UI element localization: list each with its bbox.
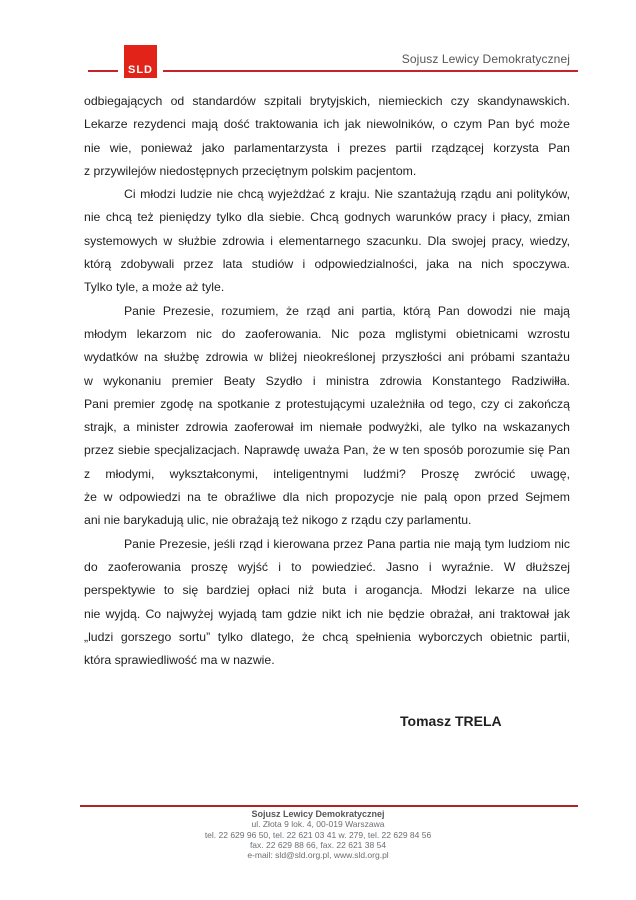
footer-org-name: Sojusz Lewicy Demokratycznej [251, 809, 385, 819]
letter-body [84, 90, 570, 672]
body-line: z młodymi, wykształconymi, inteligentnymi ludźmi? Proszę zwrócić uwagę, [84, 466, 570, 481]
footer [0, 809, 636, 860]
footer-phones: tel. 22 629 96 50, tel. 22 621 03 41 w. 279, tel. 22 629 84 56 [204, 829, 432, 840]
body-line: młodym lekarzom nic do zaoferowania. Nic poza mglistymi obietnicami wzrostu [84, 326, 570, 341]
body-line: w wykonaniu premier Beaty Szydło i ministra zdrowia Konstantego Radziwiłła. [84, 373, 570, 388]
header-divider-left [88, 70, 118, 72]
body-line: Panie Prezesie, jeśli rząd i kierowana przez Pana partia nie mają tym ludziom nic [124, 536, 570, 551]
header-org-name: Sojusz Lewicy Demokratycznej [401, 52, 570, 66]
body-line: „ludzi gorszego sortu” tylko dlatego, że chcą spełnienia wyborczych obietnic partii, [84, 629, 570, 644]
body-line: przez siebie specjalizacjach. Naprawdę uważa Pan, że w ten sposób porozumie się Pan [84, 443, 570, 458]
footer-faxes: fax. 22 629 88 66, fax. 22 621 38 54 [249, 839, 387, 850]
body-line: odbiegających od standardów szpitali brytyjskich, niemieckich czy skandynawskich. [84, 94, 570, 108]
body-line: strajk, a minister zdrowia zaoferował im niemałe podwyżki, ale tylko na wskazanych [84, 420, 570, 435]
sld-logo-text: SLD [128, 64, 153, 76]
body-line: Lekarze rezydenci mają dość traktowania ich jak niewolników, o czym Pan być może [84, 117, 570, 132]
body-line: Ci młodzi ludzie nie chcą wyjeżdżać z kraju. Nie szantażują rządu ani polityków, [124, 187, 570, 202]
header-divider-right [163, 70, 578, 72]
footer-email-web: e-mail: sld@sld.org.pl, www.sld.org.pl [247, 850, 389, 861]
signature-name: Tomasz TRELA [400, 713, 502, 729]
body-line: perspektywie to się bardziej opłaci niż buta i arogancja. Młodzi lekarze na ulice [84, 583, 570, 598]
body-line: Pani premier zgodę na spotkanie z protestującymi uzależniła od tego, czy ci zakończą [84, 396, 570, 411]
body-line: z przywilejów niedostępnych przeciętnym polskim pacjentom. [84, 163, 417, 178]
body-line: do zaoferowania proszę wyjść i to powiedzieć. Jasno i wyraźnie. W dłuższej [84, 559, 570, 574]
sld-logo [124, 45, 157, 78]
body-line: nie wyjdą. Co najwyżej wyjadą tam gdzie nikt ich nie będzie obrażał, ani traktował jak [84, 606, 570, 621]
footer-divider [80, 805, 578, 807]
body-line: Tylko tyle, a może aż tyle. [84, 280, 225, 295]
body-line: która sprawiedliwość ma w nazwie. [84, 653, 275, 668]
body-line: wydatków na służbę zdrowia w bliżej nieokreślonej przyszłości ani próbami szantażu [84, 350, 570, 365]
body-line: nie wie, ponieważ jako parlamentarzysta i prezes partii rządzącej korzysta Pan [84, 140, 570, 155]
body-line: systemowych w służbie zdrowia i elementarnego szacunku. Dla swojej pracy, wiedzy, [84, 233, 570, 248]
body-line: ani nie barykadują ulic, nie obrażają też nikogo z rządu czy parlamentu. [84, 513, 472, 528]
body-line: Panie Prezesie, rozumiem, że rząd ani partia, którą Pan dowodzi nie mają [124, 303, 570, 318]
body-line: którą zdobywali przez lata studiów i odpowiedzialności, jaka na nich spoczywa. [84, 257, 570, 272]
footer-address: ul. Złota 9 lok. 4, 00-019 Warszawa [251, 819, 385, 830]
body-line: że w odpowiedzi na te obraźliwe dla nich propozycje nie palą opon przed Sejmem [84, 490, 570, 505]
body-line: nie chcą też pieniędzy tylko dla siebie. Chcą godnych warunków pracy i płacy, zmian [84, 210, 570, 225]
